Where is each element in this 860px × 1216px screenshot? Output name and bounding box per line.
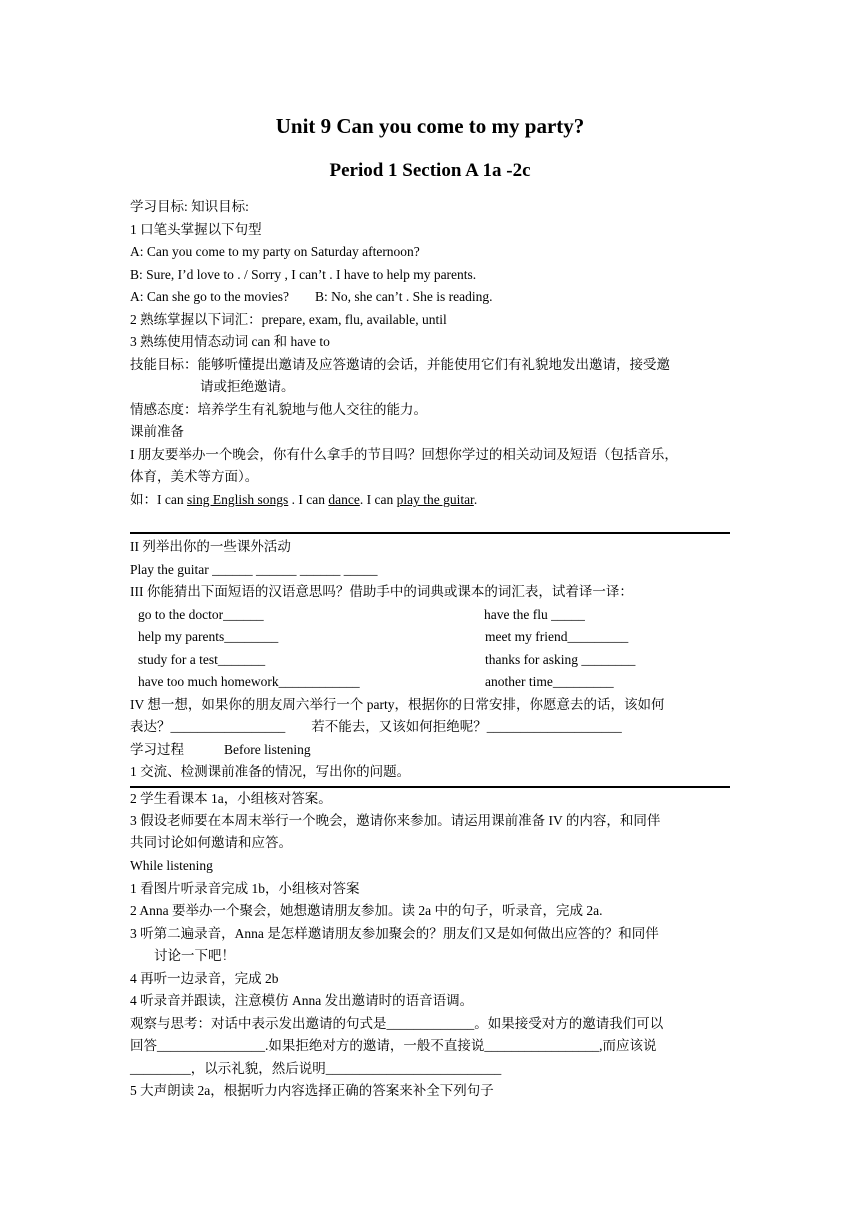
phrase-right: have the flu _____ <box>484 607 585 622</box>
phrase-left: go to the doctor______ <box>138 607 264 622</box>
skill-goal: 技能目标：能够听懂提出邀请及应答邀请的会话，并能使用它们有礼貌地发出邀请，接受邀 <box>130 357 670 372</box>
before-listening-label: Before listening <box>224 742 311 757</box>
prep-task-4: IV 想一想，如果你的朋友周六举行一个 party，根据你的日常安排，你愿意去的话，该如何 <box>130 697 665 712</box>
process-label: 学习过程 <box>130 742 184 757</box>
prep-task-4-continued <box>130 718 622 736</box>
step-3-continued: 共同讨论如何邀请和应答。 <box>130 835 292 850</box>
prep-task-3: III 你能猜出下面短语的汉语意思吗？借助手中的词典或课本的词汇表，试着译一译： <box>130 584 633 599</box>
page-subtitle: Period 1 Section A 1a -2c <box>329 160 531 181</box>
accept-blank: 表达？_________________ <box>130 719 286 734</box>
listening-step-3-continued: 讨论一下吧！ <box>154 948 235 963</box>
process-heading <box>130 741 311 759</box>
knowledge-item-2: 2 熟练掌握以下词汇：prepare, exam, flu, available, until <box>130 312 447 327</box>
prep-task-2: II 列举出你的一些课外活动 <box>130 539 291 554</box>
example-connector-1: . I can <box>288 492 329 507</box>
sentence-c-answer: B: No, she can’t . She is reading. <box>314 289 493 304</box>
sentence-a: A: Can you come to my party on Saturday afternoon? <box>130 244 420 259</box>
prep-task-1: I 朋友要举办一个晚会，你有什么拿手的节目吗？回想你学过的相关动词及短语（包括音乐， <box>130 447 678 462</box>
skill-goal-continued: 请或拒绝邀请。 <box>200 379 295 394</box>
refuse-blank: 若不能去，又该如何拒绝呢？____________________ <box>311 719 622 734</box>
knowledge-item-1: 1 口笔头掌握以下句型 <box>130 222 262 237</box>
phrase-right: thanks for asking ________ <box>485 652 636 667</box>
example-answer-1: sing English songs <box>186 492 289 507</box>
preparation-heading: 课前准备 <box>130 424 184 439</box>
sentence-c-question: A: Can she go to the movies? <box>130 289 289 304</box>
example-answer-3: play the guitar <box>396 492 474 507</box>
phrase-left: have too much homework____________ <box>138 674 360 689</box>
observation-line-2: 回答________________.如果拒绝对方的邀请，一般不直接说_________________,而应该说 <box>130 1038 657 1053</box>
step-3: 3 假设老师要在本周末举行一个晚会，邀请你来参加。请运用课前准备 IV 的内容，和同伴 <box>130 813 661 828</box>
prep-task-2-blanks: Play the guitar ______ ______ ______ _____ <box>130 562 378 577</box>
emotion-goal: 情感态度：培养学生有礼貌地与他人交往的能力。 <box>130 402 427 417</box>
listening-step-3: 3 听第二遍录音，Anna 是怎样邀请朋友参加聚会的？朋友们又是如何做出应答的？和同伴 <box>130 926 659 941</box>
phrase-left: help my parents________ <box>138 629 279 644</box>
phrase-left: study for a test_______ <box>138 652 266 667</box>
observation-line-1: 观察与思考：对话中表示发出邀请的句式是_____________。如果接受对方的邀请我们可以 <box>130 1016 664 1031</box>
learning-goal-heading: 学习目标: 知识目标: <box>130 199 249 214</box>
listening-step-5: 4 听录音并跟读，注意模仿 Anna 发出邀请时的语音语调。 <box>130 993 474 1008</box>
phrase-right: meet my friend_________ <box>485 629 629 644</box>
section-divider <box>130 532 730 534</box>
knowledge-item-3: 3 熟练使用情态动词 can 和 have to <box>130 334 330 349</box>
sentence-c <box>130 288 492 306</box>
prep-task-1-continued: 体育，美术等方面）。 <box>130 469 259 484</box>
example-connector-2: . I can <box>359 492 397 507</box>
listening-step-4: 4 再听一边录音，完成 2b <box>130 971 279 986</box>
listening-step-1: 1 看图片听录音完成 1b，小组核对答案 <box>130 881 360 896</box>
step-2: 2 学生看课本 1a，小组核对答案。 <box>130 791 332 806</box>
example-end: . <box>473 492 478 507</box>
section-divider <box>130 786 730 788</box>
listening-step-6: 5 大声朗读 2a，根据听力内容选择正确的答案来补全下列句子 <box>130 1083 494 1098</box>
page-title: Unit 9 Can you come to my party? <box>275 114 585 138</box>
step-1: 1 交流、检测课前准备的情况，写出你的问题。 <box>130 764 411 779</box>
example-answer-2: dance <box>328 492 360 507</box>
phrase-right: another time_________ <box>485 674 614 689</box>
listening-step-2: 2 Anna 要举办一个聚会，她想邀请朋友参加。读 2a 中的句子，听录音，完成 2a. <box>130 903 603 918</box>
example-prefix: 如：I can <box>130 492 187 507</box>
while-listening-heading: While listening <box>130 858 213 873</box>
observation-line-3: _________，以示礼貌，然后说明__________________________ <box>130 1061 502 1076</box>
example-line <box>130 491 477 509</box>
sentence-b: B: Sure, I’d love to . / Sorry , I can’t . I have to help my parents. <box>130 267 477 282</box>
